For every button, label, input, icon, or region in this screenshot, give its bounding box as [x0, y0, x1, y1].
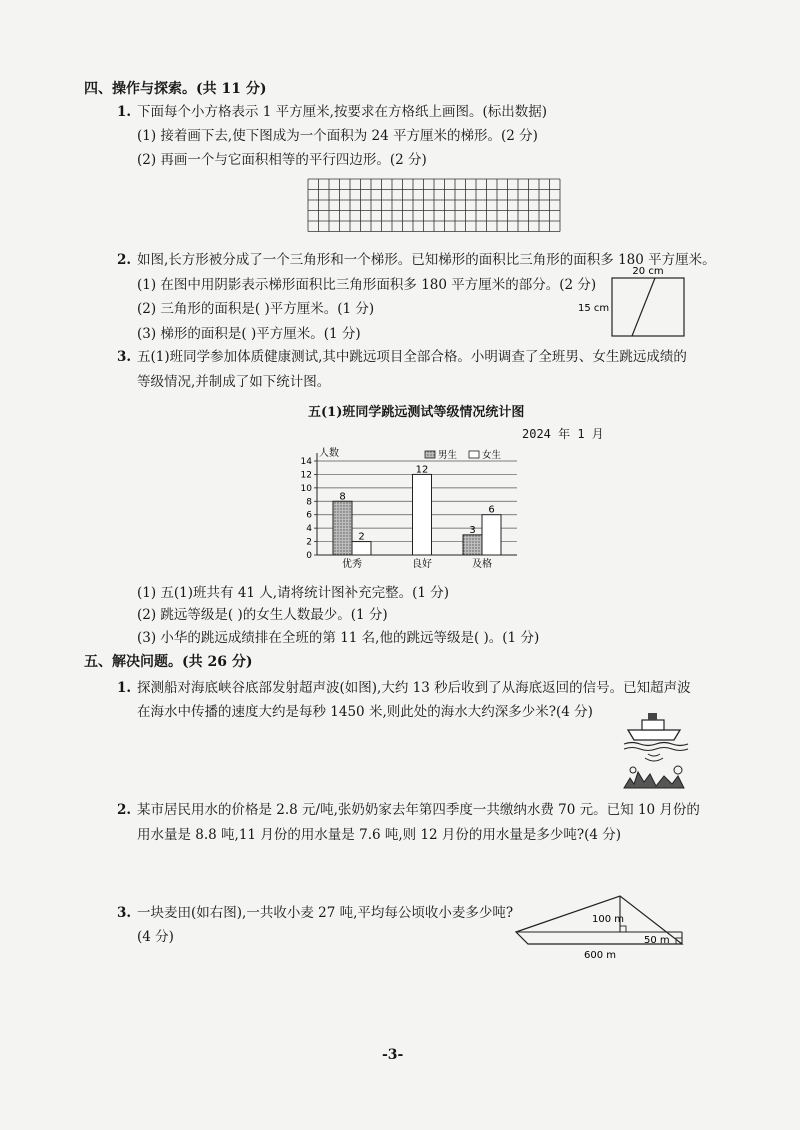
field-height-label: 100 m [592, 914, 625, 925]
y-tick-label: 8 [306, 497, 312, 508]
bar-boys [333, 501, 352, 555]
q1-number: 1. [117, 104, 132, 120]
q3-text1: 五(1)班同学参加体质健康测试,其中跳远项目全部合格。小明调查了全班男、女生跳远成绩的 [137, 349, 687, 365]
s5-q2-text2: 用水量是 8.8 吨,11 月份的用水量是 7.6 吨,则 12 月份的用水量是多少吨?(4 分) [137, 827, 622, 843]
q3-sub3: (3) 小华的跳远成绩排在全班的第 11 名,他的跳远等级是( )。(1 分) [137, 630, 540, 646]
q2-sub2: (2) 三角形的面积是( )平方厘米。(1 分) [137, 301, 375, 317]
rectangle-diagonal [632, 278, 655, 336]
q3-sub2: (2) 跳远等级是( )的女生人数最少。(1 分) [137, 607, 388, 623]
q2-sub1: (1) 在图中用阴影表示梯形面积比三角形面积多 180 平方厘米的部分。(2 分) [137, 277, 597, 293]
s5-q1-text1: 探测船对海底峡谷底部发射超声波(如图),大约 13 秒后收到了从海底返回的信号。已知超声波 [137, 680, 691, 696]
q3-number: 3. [117, 349, 132, 365]
q2-sub3: (3) 梯形的面积是( )平方厘米。(1 分) [137, 326, 361, 342]
bar-chart [295, 445, 535, 575]
bar-boys [463, 535, 482, 555]
section4-heading: 四、操作与探索。(共 11 分) [84, 81, 267, 97]
y-axis-label: 人数 [319, 448, 339, 459]
field-side-label: 50 m [644, 935, 670, 946]
s5-q2-number: 2. [117, 802, 132, 818]
chart-date: 2024 年 1 月 [522, 427, 604, 441]
y-tick-label: 2 [306, 537, 312, 548]
x-tick-label: 及格 [472, 559, 492, 570]
s5-q1-text2: 在海水中传播的速度大约是每秒 1450 米,则此处的海水大约深多少米?(4 分) [137, 704, 593, 720]
rect-width-label: 20 cm [632, 266, 664, 277]
s5-q3-number: 3. [117, 905, 132, 921]
q3-text2: 等级情况,并制成了如下统计图。 [137, 374, 331, 390]
q1-sub1: (1) 接着画下去,使下图成为一个面积为 24 平方厘米的梯形。(2 分) [137, 128, 538, 144]
s5-q1-number: 1. [117, 680, 132, 696]
y-tick-label: 4 [306, 524, 312, 535]
rect-height-label: 15 cm [578, 303, 610, 314]
wheat-field-figure [514, 892, 694, 964]
ship-sonar-illustration [620, 708, 690, 790]
legend-swatch-boys [425, 451, 435, 458]
data-label: 2 [358, 531, 365, 543]
data-label: 6 [488, 504, 495, 516]
y-tick-label: 14 [300, 457, 312, 467]
q1-sub2: (2) 再画一个与它面积相等的平行四边形。(2 分) [137, 152, 427, 168]
y-tick-label: 12 [300, 470, 312, 481]
s5-q3-text1: 一块麦田(如右图),一共收小麦 27 吨,平均每公顷收小麦多少吨? [137, 905, 514, 921]
legend-label-girls: 女生 [482, 450, 502, 461]
field-base-label: 600 m [584, 950, 617, 961]
page-number: -3- [382, 1047, 404, 1063]
data-label: 12 [415, 464, 429, 476]
data-label: 8 [339, 491, 346, 503]
rectangle-outline [612, 278, 684, 336]
s5-q3-text2: (4 分) [137, 929, 174, 945]
section5-heading: 五、解决问题。(共 26 分) [84, 654, 253, 670]
q2-text: 如图,长方形被分成了一个三角形和一个梯形。已知梯形的面积比三角形的面积多 180 平方厘米。 [137, 252, 716, 268]
s5-q2-text1: 某市居民用水的价格是 2.8 元/吨,张奶奶家去年第四季度一共缴纳水费 70 元。已知 10 月份的 [137, 802, 700, 818]
y-tick-label: 10 [300, 483, 312, 494]
y-tick-label: 6 [306, 510, 312, 521]
q2-number: 2. [117, 252, 132, 268]
bar-girls [352, 542, 371, 555]
chart-title: 五(1)班同学跳远测试等级情况统计图 [308, 405, 525, 420]
rectangle-figure [574, 262, 694, 350]
legend-swatch-girls [469, 451, 479, 458]
x-tick-label: 优秀 [342, 559, 362, 570]
legend-label-boys: 男生 [438, 450, 458, 461]
bar-girls [482, 515, 501, 555]
x-tick-label: 良好 [412, 559, 432, 570]
q1-text: 下面每个小方格表示 1 平方厘米,按要求在方格纸上画图。(标出数据) [137, 104, 547, 120]
q3-sub1: (1) 五(1)班共有 41 人,请将统计图补充完整。(1 分) [137, 585, 450, 601]
bar-girls [413, 474, 432, 555]
data-label: 3 [469, 524, 476, 536]
y-tick-label: 0 [306, 551, 312, 561]
grid-paper[interactable] [307, 178, 563, 236]
